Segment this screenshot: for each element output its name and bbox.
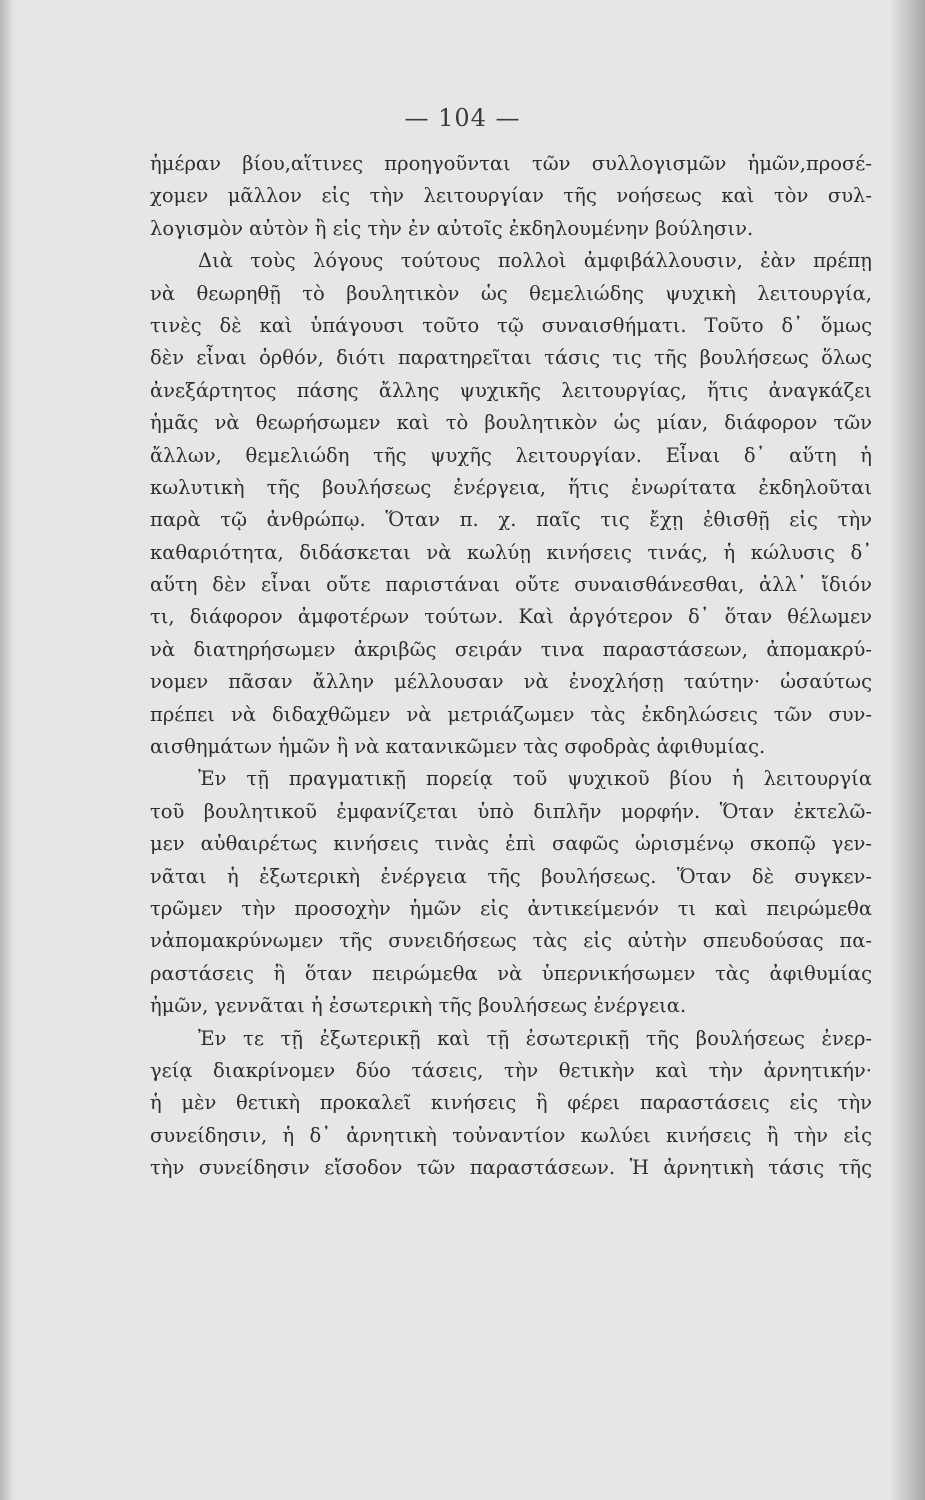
page-number-header: — 104 — xyxy=(404,104,521,132)
text-line: νἀπομακρύνωμεν τῆς συνειδήσεως τὰς εἰς αὐτὴν σπευδούσας πα- xyxy=(150,929,872,953)
text-line: τινὲς δὲ καὶ ὑπάγουσι τοῦτο τῷ συναισθήματι. Τοῦτο δ᾽ ὅμως xyxy=(150,313,872,337)
text-line: ραστάσεις ἢ ὅταν πειρώμεθα νὰ ὑπερνικήσωμεν τὰς ἀφιθυμίας xyxy=(150,961,872,985)
text-line: κωλυτικὴ τῆς βουλήσεως ἐνέργεια, ἥτις ἐνωρίτατα ἐκδηλοῦται xyxy=(150,475,872,499)
text-line: ἡ μὲν θετικὴ προκαλεῖ κινήσεις ἢ φέρει παραστάσεις εἰς τὴν xyxy=(150,1091,872,1115)
text-line: γείᾳ διακρίνομεν δύο τάσεις, τὴν θετικὴν καὶ τὴν ἀρνητικήν· xyxy=(150,1058,872,1082)
page-right-shadow xyxy=(891,0,925,1500)
text-line: καθαριότητα, διδάσκεται νὰ κωλύῃ κινήσεις τινάς, ἡ κώλυσις δ᾽ xyxy=(150,540,872,564)
body-text xyxy=(150,148,872,1185)
text-line: νὰ θεωρηθῇ τὸ βουλητικὸν ὡς θεμελιώδης ψυχικὴ λειτουργία, xyxy=(150,281,872,305)
text-line: ἄλλων, θεμελιώδη τῆς ψυχῆς λειτουργίαν. Εἶναι δ᾽ αὕτη ἡ xyxy=(150,443,872,467)
text-line: Ἐν τε τῇ ἐξωτερικῇ καὶ τῇ ἐσωτερικῇ τῆς βουλήσεως ἐνερ- xyxy=(198,1026,872,1050)
text-line: ἀνεξάρτητος πάσης ἄλλης ψυχικῆς λειτουργίας, ἥτις ἀναγκάζει xyxy=(150,378,872,402)
text-line: πρέπει νὰ διδαχθῶμεν νὰ μετριάζωμεν τὰς ἐκδηλώσεις τῶν συν- xyxy=(150,702,872,726)
text-line: Ἐν τῇ πραγματικῇ πορείᾳ τοῦ ψυχικοῦ βίου ἡ λειτουργία xyxy=(198,767,872,791)
text-line: παρὰ τῷ ἀνθρώπῳ. Ὅταν π. χ. παῖς τις ἔχῃ ἐθισθῇ εἰς τὴν xyxy=(150,508,872,532)
text-line: νᾶται ἡ ἐξωτερικὴ ἐνέργεια τῆς βουλήσεως. Ὅταν δὲ συγκεν- xyxy=(150,864,872,888)
text-line: συνείδησιν, ἡ δ᾽ ἀρνητικὴ τοὐναντίον κωλύει κινήσεις ἢ τὴν εἰς xyxy=(150,1123,872,1147)
text-line: λογισμὸν αὐτὸν ἢ εἰς τὴν ἐν αὐτοῖς ἐκδηλουμένην βούλησιν. xyxy=(150,216,754,240)
text-line: δὲν εἶναι ὀρθόν, διότι παρατηρεῖται τάσις τις τῆς βουλήσεως ὅλως xyxy=(150,346,872,370)
text-line: νομεν πᾶσαν ἄλλην μέλλουσαν νὰ ἐνοχλήσῃ ταύτην· ὡσαύτως xyxy=(150,670,872,694)
text-line: χομεν μᾶλλον εἰς τὴν λειτουργίαν τῆς νοήσεως καὶ τὸν συλ- xyxy=(150,184,872,208)
text-line: τὴν συνείδησιν εἴσοδον τῶν παραστάσεων. Ἡ ἀρνητικὴ τάσις τῆς xyxy=(150,1156,872,1180)
text-line: τρῶμεν τὴν προσοχὴν ἡμῶν εἰς ἀντικείμενόν τι καὶ πειρώμεθα xyxy=(150,896,872,920)
page-left-shadow xyxy=(0,0,14,1500)
text-line: ἡμέραν βίου,αἵτινες προηγοῦνται τῶν συλλογισμῶν ἡμῶν,προσέ- xyxy=(150,152,872,175)
text-line: Διὰ τοὺς λόγους τούτους πολλοὶ ἀμφιβάλλουσιν, ἐὰν πρέπῃ xyxy=(198,249,872,273)
text-line: νὰ διατηρήσωμεν ἀκριβῶς σειράν τινα παραστάσεων, ἀπομακρύ- xyxy=(150,637,872,661)
text-line: τι, διάφορον ἀμφοτέρων τούτων. Καὶ ἀργότερον δ᾽ ὅταν θέλωμεν xyxy=(150,605,872,629)
text-line: ἡμᾶς νὰ θεωρήσωμεν καὶ τὸ βουλητικὸν ὡς μίαν, διάφορον τῶν xyxy=(150,411,872,435)
text-line: ἡμῶν, γεννᾶται ἡ ἐσωτερικὴ τῆς βουλήσεως ἐνέργεια. xyxy=(150,994,687,1018)
text-line: τοῦ βουλητικοῦ ἐμφανίζεται ὑπὸ διπλῆν μορφήν. Ὅταν ἐκτελῶ- xyxy=(150,799,872,823)
text-line: αὕτη δὲν εἶναι οὔτε παριστάναι οὔτε συναισθάνεσθαι, ἀλλ᾽ ἴδιόν xyxy=(150,573,872,597)
text-line: μεν αὐθαιρέτως κινήσεις τινὰς ἐπὶ σαφῶς ὡρισμένῳ σκοπῷ γεν- xyxy=(150,832,872,856)
text-line: αισθημάτων ἡμῶν ἢ νὰ κατανικῶμεν τὰς σφοδρὰς ἀφιθυμίας. xyxy=(150,735,766,759)
